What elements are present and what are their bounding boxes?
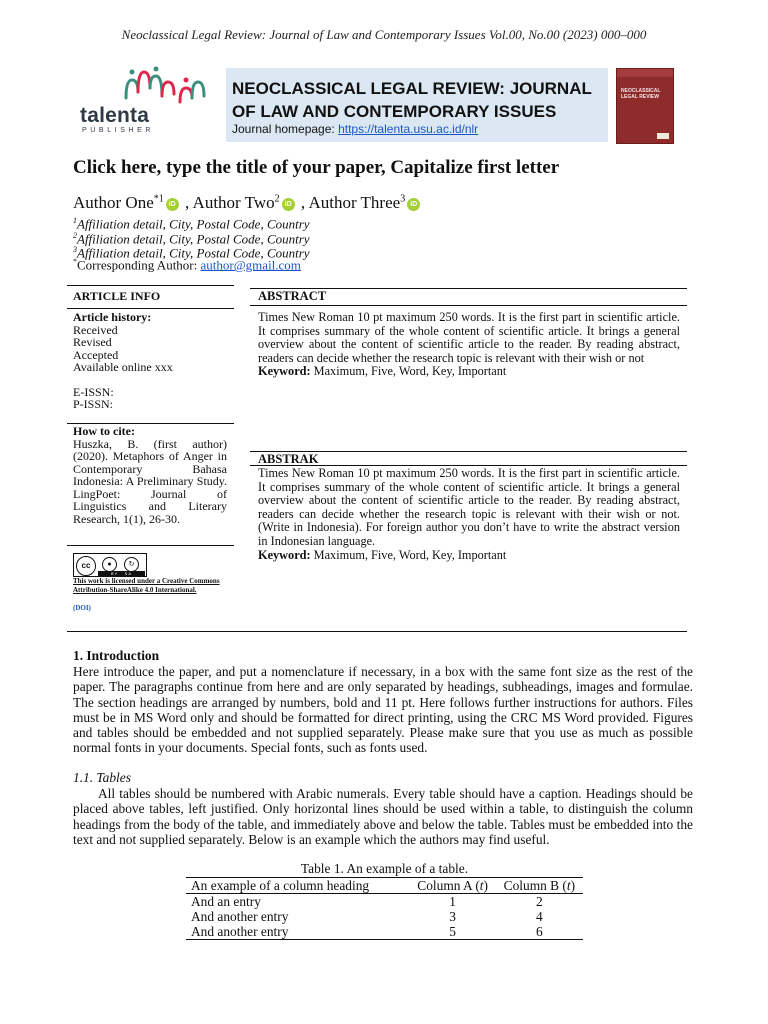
publisher-logo-icon bbox=[80, 66, 215, 106]
cc-label-bar bbox=[98, 571, 145, 576]
table-cell: 1 bbox=[449, 894, 456, 909]
journal-homepage-label: Journal homepage: bbox=[232, 122, 339, 136]
affiliation-text: Affiliation detail, City, Postal Code, Country bbox=[77, 245, 310, 261]
table-header-row bbox=[186, 878, 583, 894]
history-received: Received bbox=[73, 322, 118, 337]
orcid-icon[interactable]: iD bbox=[407, 198, 420, 211]
table-caption: Table 1. An example of a table. bbox=[300, 861, 469, 876]
author-three: Author Three bbox=[308, 193, 401, 212]
author-separator: , bbox=[180, 193, 193, 212]
cc-icon: cc bbox=[76, 556, 96, 576]
how-to-cite bbox=[73, 425, 227, 525]
article-info-heading: ARTICLE INFO bbox=[73, 289, 161, 303]
cover-title: NEOCLASSICAL LEGAL REVIEW bbox=[621, 88, 661, 100]
table-header: An example of a column heading bbox=[186, 878, 410, 894]
table-cell: And another entry bbox=[191, 909, 289, 924]
logo-wordmark: talenta bbox=[80, 104, 150, 127]
abstract-body bbox=[258, 311, 680, 379]
keyword-label: Keyword: bbox=[258, 364, 311, 379]
abstract-heading: ABSTRACT bbox=[258, 289, 327, 303]
author-three-sup: 3 bbox=[400, 193, 406, 205]
table-header bbox=[496, 878, 583, 894]
spacer bbox=[73, 374, 233, 386]
data-table bbox=[186, 877, 583, 940]
by-icon: ● bbox=[102, 557, 117, 572]
corresponding-sup: * bbox=[73, 257, 77, 266]
cc-license-badge[interactable] bbox=[73, 553, 147, 577]
journal-cover-image bbox=[616, 68, 674, 144]
header-a-label: Column A ( bbox=[417, 878, 480, 893]
affiliation-sup: 2 bbox=[73, 231, 77, 240]
table-cell: 3 bbox=[449, 909, 456, 924]
table-cell: 6 bbox=[496, 924, 583, 940]
table-cell: 4 bbox=[536, 909, 543, 924]
keyword-list: Maximum, Five, Word, Key, Important bbox=[310, 364, 507, 379]
history-revised: Revised bbox=[73, 335, 112, 349]
talenta-logo bbox=[80, 66, 215, 136]
cover-badge bbox=[657, 133, 669, 139]
affiliation-text: Affiliation detail, City, Postal Code, Country bbox=[77, 216, 310, 232]
journal-header-box bbox=[226, 68, 608, 142]
abstrak-keywords bbox=[258, 549, 680, 563]
abstract-keywords bbox=[258, 365, 680, 379]
pissn: P-ISSN: bbox=[73, 397, 114, 411]
author-one: Author One bbox=[73, 193, 154, 212]
header-a-unit: t bbox=[479, 878, 484, 893]
divider bbox=[250, 305, 687, 306]
journal-homepage-link[interactable]: https://talenta.usu.ac.id/nlr bbox=[338, 122, 479, 136]
abstrak-body bbox=[258, 467, 680, 562]
doi-label[interactable]: (DOI) bbox=[73, 604, 91, 612]
history-online: Available online xxx bbox=[73, 360, 173, 374]
divider bbox=[67, 545, 234, 546]
table-row bbox=[186, 909, 583, 924]
orcid-icon[interactable]: iD bbox=[282, 198, 295, 211]
table-header bbox=[410, 878, 496, 894]
eissn: E-ISSN: bbox=[73, 384, 114, 399]
corresponding-author bbox=[73, 257, 301, 273]
history-accepted: Accepted bbox=[73, 347, 119, 362]
article-history bbox=[73, 311, 233, 411]
author-two: Author Two bbox=[192, 193, 275, 212]
header-b-close: ) bbox=[570, 878, 576, 893]
section-heading-introduction: 1. Introduction bbox=[73, 648, 160, 663]
corresponding-label: Corresponding Author: bbox=[77, 257, 201, 273]
author-list bbox=[73, 193, 422, 213]
abstrak-heading: ABSTRAK bbox=[258, 452, 319, 466]
keyword-label: Keyword: bbox=[258, 547, 311, 562]
logo-subtitle: PUBLISHER bbox=[82, 127, 155, 134]
divider bbox=[67, 631, 687, 632]
abstrak-text: Times New Roman 10 pt maximum 250 words. It is the first part in scientific article. It comprises summary of the whole content of scientific article. It brings a general overview about the content of scientific article to the reader. By reading abstract, readers can decide whether the research topic is relevant with their wish or not. (Write in Indonesia). For foreign author you don’t have to write the abstract version in Indonesian language. bbox=[258, 466, 680, 548]
divider bbox=[67, 308, 234, 309]
article-history-heading: Article history: bbox=[73, 310, 152, 324]
corresponding-email-link[interactable]: author@gmail.com bbox=[200, 257, 301, 273]
affiliation-text: Affiliation detail, City, Postal Code, Country bbox=[77, 231, 310, 247]
author-one-sup: *1 bbox=[153, 193, 164, 205]
table-cell: 2 bbox=[536, 894, 543, 909]
license-text[interactable]: This work is licensed under a Creative Commons Attribution-ShareAlike 4.0 International. bbox=[73, 577, 220, 594]
table-cell: 5 bbox=[410, 924, 496, 940]
header-b-unit: t bbox=[566, 878, 571, 893]
author-separator: , bbox=[296, 193, 309, 212]
abstract-text: Times New Roman 10 pt maximum 250 words. It is the first part in scientific article. It comprises summary of the whole content of scientific article. It brings a general overview about the content of scientific article to the reader. By reading abstract, readers can decide whether the research topic is relevant with their wish or not bbox=[258, 310, 680, 365]
journal-title: NEOCLASSICAL LEGAL REVIEW: JOURNAL OF LAW AND CONTEMPORARY ISSUES bbox=[232, 79, 592, 121]
affiliation-sup: 1 bbox=[73, 216, 77, 225]
header-a-close: ) bbox=[483, 878, 488, 893]
running-header: Neoclassical Legal Review: Journal of Law and Contemporary Issues Vol.00, No.00 (2023) 000–000 bbox=[121, 27, 647, 42]
cover-band bbox=[617, 69, 673, 77]
affiliation-sup: 3 bbox=[73, 245, 77, 254]
share-alike-icon: ↻ bbox=[124, 557, 139, 572]
keyword-list: Maximum, Five, Word, Key, Important bbox=[310, 547, 507, 562]
orcid-icon[interactable]: iD bbox=[166, 198, 179, 211]
author-two-sup: 2 bbox=[274, 193, 280, 205]
tables-text: All tables should be numbered with Arabic numerals. Every table should have a caption. Headings should be placed above tables, left justified. Only horizontal lines should be used within a table, to distinguish the column headings from the body of the table, and immediately above and below the table. Tables must be embedded into the text and not supplied separately. Below is an example which the authors may find useful. bbox=[73, 786, 693, 847]
table-cell: And another entry bbox=[186, 924, 410, 940]
subsection-heading-tables: 1.1. Tables bbox=[73, 770, 131, 785]
paper-title[interactable]: Click here, type the title of your paper, Capitalize first letter bbox=[73, 157, 560, 178]
cc-by-label: BY bbox=[110, 571, 119, 576]
table-cell: And an entry bbox=[191, 894, 261, 909]
cc-sa-label: SA bbox=[124, 571, 133, 576]
divider bbox=[67, 285, 234, 286]
how-to-cite-heading: How to cite: bbox=[73, 424, 135, 438]
citation-text: Huszka, B. (first author) (2020). Metaphors of Anger in Contemporary Bahasa Indonesia: A Preliminary Study. LingPoet: Journal of Linguistics and Literary Research, 1(1), 26-30. bbox=[73, 436, 227, 526]
header-b-label: Column B ( bbox=[503, 878, 567, 893]
table-row bbox=[186, 894, 583, 910]
table-row bbox=[186, 924, 583, 940]
introduction-text: Here introduce the paper, and put a nomenclature if necessary, in a box with the same font size as the rest of the paper. The paragraphs continue from here and are only separated by headings, subheadings, images and formulae. The section headings are arranged by numbers, bold and 11 pt. Here follows further instructions for authors. Files must be in MS Word only and should be formatted for direct printing, using the CRC MS Word provided. Figures and tables should be embedded and not supplied separately. Please make sure that you use as much as possible normal fonts in your documents. Special fonts, such as fonts used. bbox=[73, 664, 693, 756]
journal-homepage bbox=[232, 122, 478, 136]
